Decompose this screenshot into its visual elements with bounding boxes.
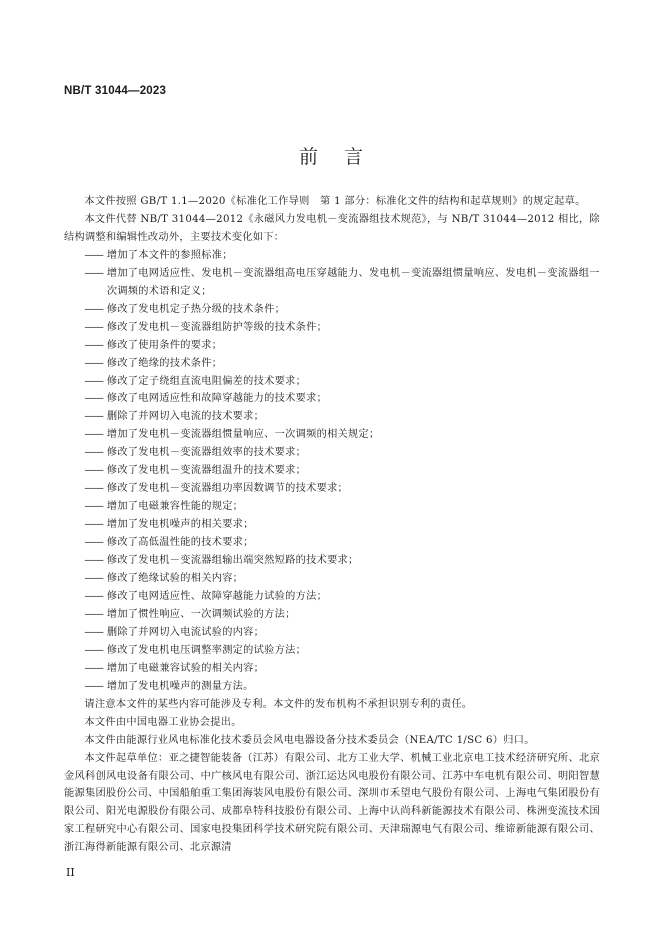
list-dash: ——: [84, 447, 103, 459]
change-text: 修改了发电机电压调整率测定的试验方法；: [106, 644, 307, 656]
list-dash: ——: [84, 429, 103, 441]
list-dash: ——: [84, 662, 103, 674]
drafting-units: 本文件起草单位：亚之捷智能装备（江苏）有限公司、北方工业大学、机械工业北京电工技术经济研究所、北京金风科创风电设备有限公司、中广核风电有限公司、浙江运达风电股份有限公司、江苏中车电机有限公司、明阳智慧能源集团股份公司、中国船舶重工集团海装风电股份有限公司、深圳市禾望电气股份有限公司、上海电气集团股份有限公司、阳光电源股份有限公司、成都阜特科技股份有限公司、上海中认尚科新能源技术有限公司、株洲变流技术国家工程研究中心有限公司、国家电投集团科学技术研究院有限公司、天津瑞源电气有限公司、维谛新能源有限公司、浙江海得新能源有限公司、北京源清: [64, 752, 600, 854]
change-text: 增加了发电机－变流器组惯量响应、一次调频的相关规定；: [106, 429, 380, 441]
change-item: [64, 588, 600, 606]
change-text: 增加了发电机噪声的测量方法。: [106, 680, 254, 692]
change-text: 修改了发电机－变流器组输出端突然短路的技术要求；: [106, 555, 359, 567]
change-item: [64, 516, 600, 534]
change-text: 修改了电网适应性和故障穿越能力的技术要求；: [106, 393, 328, 405]
standard-number: NB/T 31044—2023: [64, 85, 167, 97]
change-item: [64, 319, 600, 337]
intro-paragraph: 本文件代替 NB/T 31044—2012《永磁风力发电机－变流器组技术规范》，与 NB/T 31044—2012 相比，除结构调整和编辑性改动外，主要技术变化如下：: [64, 213, 600, 243]
list-dash: ——: [84, 267, 103, 279]
change-text: 增加了发电机噪声的相关要求；: [106, 519, 254, 531]
change-text: 删除了并网切入电流的技术要求；: [106, 411, 265, 423]
change-text: 修改了高低温性能的技术要求；: [106, 537, 254, 549]
change-item: [64, 301, 600, 319]
change-text: 修改了绝缘试验的相关内容；: [106, 573, 244, 585]
patent-notice: 请注意本文件的某些内容可能涉及专利。本文件的发布机构不承担识别专利的责任。: [84, 698, 473, 710]
change-text: 修改了电网适应性、故障穿越能力试验的方法；: [106, 590, 328, 602]
change-item: [64, 534, 600, 552]
change-text: 修改了发电机－变流器组效率的技术要求；: [106, 447, 307, 459]
change-item: [64, 337, 600, 355]
change-item: [64, 265, 600, 301]
change-item: [64, 624, 600, 642]
change-item: [64, 355, 600, 373]
change-item: [64, 642, 600, 660]
change-text: 增加了电磁兼容试验的相关内容；: [106, 662, 265, 674]
list-dash: ——: [84, 339, 103, 351]
change-text: 增加了惯性响应、一次调频试验的方法；: [106, 608, 296, 620]
change-item: [64, 498, 600, 516]
list-dash: ——: [84, 519, 103, 531]
change-text: 增加了本文件的参照标准；: [106, 249, 233, 261]
change-text: 修改了定子绕组直流电阻偏差的技术要求；: [106, 375, 307, 387]
change-item: [64, 408, 600, 426]
change-text: 修改了发电机－变流器组防护等级的技术条件；: [106, 321, 328, 333]
intro-paragraph: 本文件按照 GB/T 1.1—2020《标准化工作导则 第 1 部分：标准化文件的结构和起草规则》的规定起草。: [84, 196, 586, 207]
list-dash: ——: [84, 555, 103, 567]
list-dash: ——: [84, 608, 103, 620]
change-item: [64, 552, 600, 570]
change-text: 修改了发电机定子热分级的技术条件；: [106, 303, 286, 315]
list-dash: ——: [84, 393, 103, 405]
list-dash: ——: [84, 411, 103, 423]
change-text: 增加了电磁兼容性能的规定；: [106, 501, 244, 513]
change-text: 增加了电网适应性、发电机－变流器组高电压穿越能力、发电机－变流器组惯量响应、发电机－变流器组一次调频的术语和定义；: [106, 267, 600, 297]
list-dash: ——: [84, 644, 103, 656]
list-dash: ——: [84, 680, 103, 692]
list-dash: ——: [84, 465, 103, 477]
committee-statement: 本文件由能源行业风电标准化技术委员会风电电器设备分技术委员会（NEA/TC 1/SC 6）归口。: [84, 734, 535, 746]
list-dash: ——: [84, 626, 103, 638]
changes-list: [64, 247, 600, 696]
list-dash: ——: [84, 303, 103, 315]
proposer-statement: 本文件由中国电器工业协会提出。: [84, 716, 242, 728]
list-dash: ——: [84, 321, 103, 333]
change-item: [64, 247, 600, 265]
change-item: [64, 426, 600, 444]
page-number: II: [66, 866, 75, 879]
page-title: 前言: [298, 146, 389, 168]
change-item: [64, 462, 600, 480]
change-item: [64, 570, 600, 588]
change-text: 修改了发电机－变流器组温升的技术要求；: [106, 465, 307, 477]
change-item: [64, 444, 600, 462]
document-body: [64, 193, 600, 857]
change-item: [64, 390, 600, 408]
change-item: [64, 606, 600, 624]
change-text: 修改了使用条件的要求；: [106, 339, 223, 351]
change-text: 修改了发电机－变流器组功率因数调节的技术要求；: [106, 483, 349, 495]
change-item: [64, 678, 600, 696]
list-dash: ——: [84, 590, 103, 602]
list-dash: ——: [84, 357, 103, 369]
change-item: [64, 373, 600, 391]
change-text: 删除了并网切入电流试验的内容；: [106, 626, 265, 638]
list-dash: ——: [84, 537, 103, 549]
list-dash: ——: [84, 573, 103, 585]
change-item: [64, 660, 600, 678]
change-text: 修改了绝缘的技术条件；: [106, 357, 223, 369]
list-dash: ——: [84, 501, 103, 513]
list-dash: ——: [84, 375, 103, 387]
list-dash: ——: [84, 249, 103, 261]
change-item: [64, 480, 600, 498]
list-dash: ——: [84, 483, 103, 495]
